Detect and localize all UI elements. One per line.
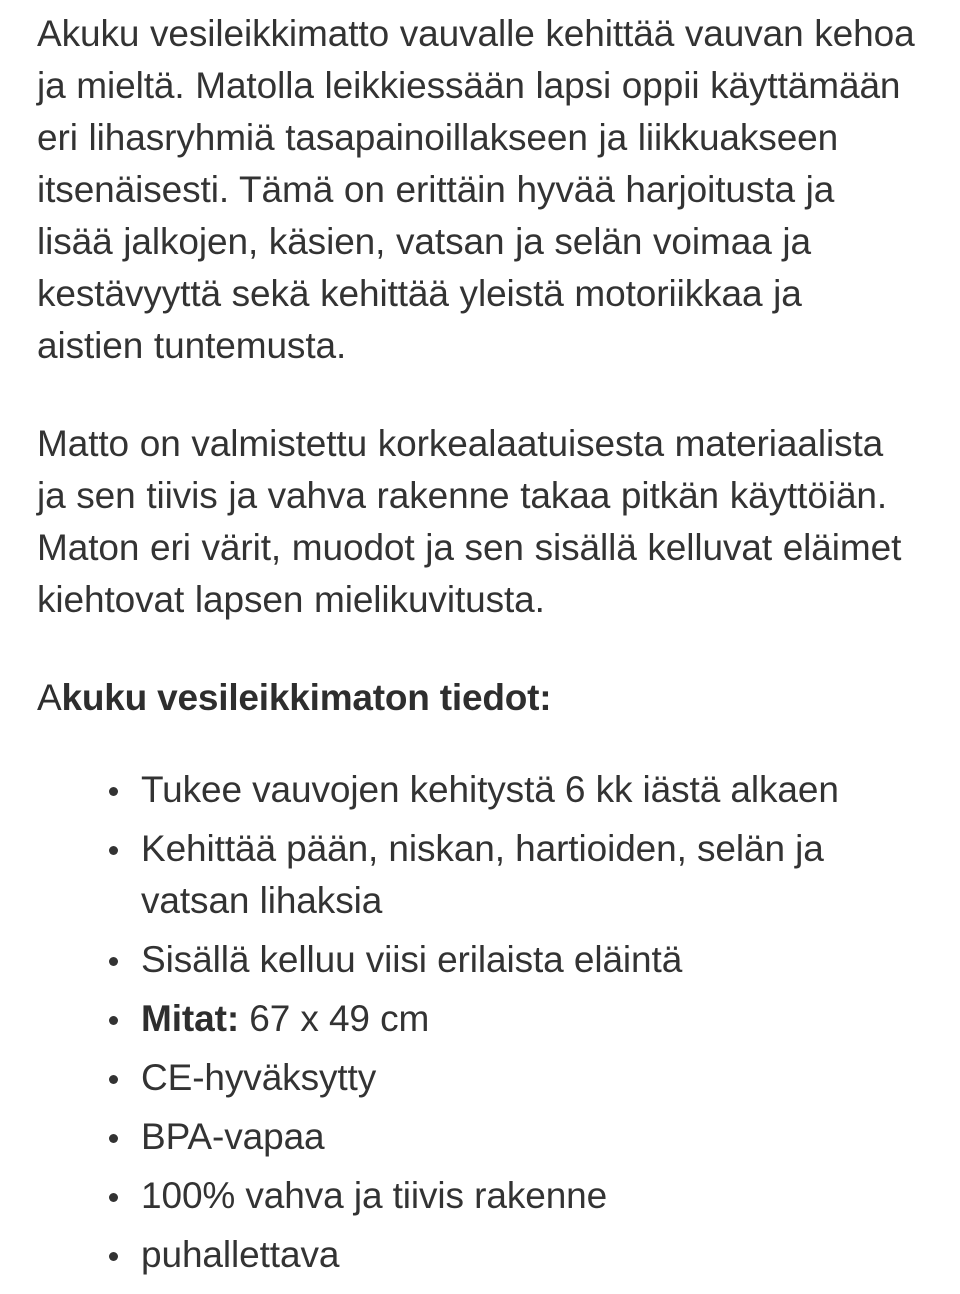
list-item xyxy=(109,1111,916,1163)
spec-text: BPA-vapaa xyxy=(141,1116,325,1157)
bullet-dot-icon xyxy=(109,787,118,796)
bullet-dot-icon xyxy=(109,1016,118,1025)
spec-text: Tukee vauvojen kehitystä 6 kk iästä alkaen xyxy=(141,769,839,810)
heading-bold-text: kuku vesileikkimaton tiedot: xyxy=(61,677,552,718)
bullet-dot-icon xyxy=(109,1134,118,1143)
list-item xyxy=(109,1229,916,1281)
spec-text-dimensions: 67 x 49 cm xyxy=(239,998,430,1039)
description-paragraph-2: Matto on valmistettu korkealaatuisesta materiaalista ja sen tiivis ja vahva rakenne takaa pitkän käyttöiän. Maton eri värit, muodot ja sen sisällä kelluvat eläimet kiehtovat lapsen mielikuvitusta. xyxy=(37,423,902,620)
bullet-dot-icon xyxy=(109,1252,118,1261)
bullet-dot-icon xyxy=(109,846,118,855)
spec-text: puhallettava xyxy=(141,1234,340,1275)
spec-list xyxy=(37,764,916,1281)
spec-text: Sisällä kelluu viisi erilaista eläintä xyxy=(141,939,683,980)
spec-text: Kehittää pään, niskan, hartioiden, selän ja vatsan lihaksia xyxy=(141,828,824,921)
list-item xyxy=(109,1170,916,1222)
bullet-dot-icon xyxy=(109,1075,118,1084)
bullet-dot-icon xyxy=(109,1193,118,1202)
spec-text: CE-hyväksytty xyxy=(141,1057,377,1098)
list-item xyxy=(109,934,916,986)
spec-section-heading xyxy=(37,672,916,724)
heading-lead-letter: A xyxy=(37,677,62,718)
list-item xyxy=(109,1052,916,1104)
list-item xyxy=(109,823,916,927)
list-item xyxy=(109,764,916,816)
bullet-dot-icon xyxy=(109,957,118,966)
spec-label-dimensions: Mitat: xyxy=(141,998,240,1039)
spec-text: 100% vahva ja tiivis rakenne xyxy=(141,1175,608,1216)
description-paragraph-1: Akuku vesileikkimatto vauvalle kehittää vauvan kehoa ja mieltä. Matolla leikkiessään lapsi oppii käyttämään eri lihasryhmiä tasapainoillakseen ja liikkuakseen itsenäisesti. Tämä on erittäin hyvää harjoitusta ja lisää jalkojen, käsien, vatsan ja selän voimaa ja kestävyyttä sekä kehittää yleistä motoriikkaa ja aistien tuntemusta. xyxy=(37,13,915,366)
list-item-dimensions xyxy=(109,993,916,1045)
